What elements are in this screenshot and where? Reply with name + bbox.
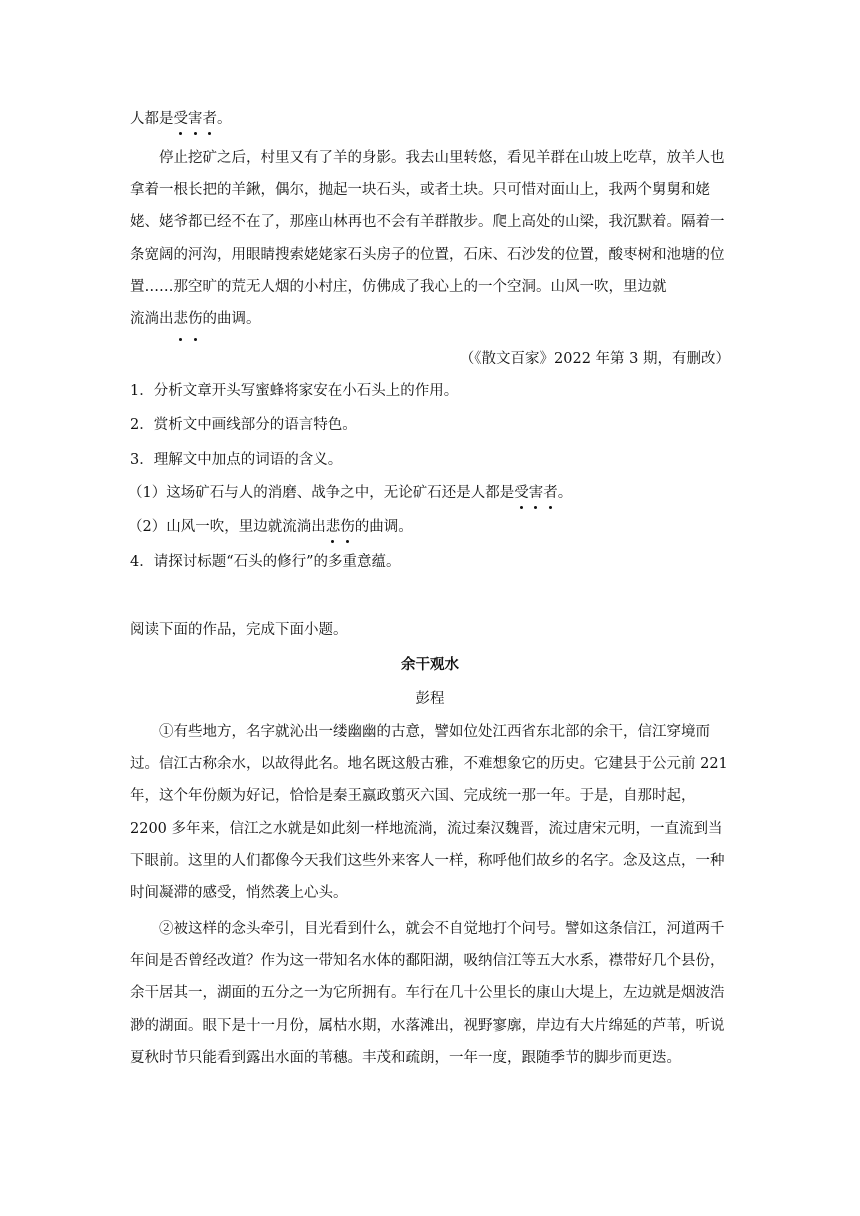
dotted-char: 害 [528, 485, 544, 501]
text-span: 的曲调。 [202, 311, 261, 328]
dotted-char: 悲 [174, 303, 189, 335]
question-2: 2．赏析文中画线部分的语言特色。 [130, 417, 357, 433]
text-span: 。 [217, 111, 232, 127]
paragraph-text: ②被这样的念头牵引，目光看到什么，就会不自觉地打个问号。譬如这条信江，河道两千年间是否曾经改道？作为这一带知名水体的鄱阳湖，吸纳信江等五大水系，襟带好几个县份，余干居其一，湖面的五分之一为它所拥有。车行在几十公里长的康山大堤上，左边就是烟波浩渺的湖面。眼下是十一月份，属枯水期，水落滩出，视野寥廓，岸边有大片绵延的芦苇，听说夏秋时节只能看到露出水面的苇穗。丰茂和疏朗，一年一度，跟随季节的脚步而更迭。 [130, 921, 725, 1066]
dotted-char: 者 [202, 111, 217, 127]
text-span: 流淌出 [130, 311, 174, 328]
paragraph-text: 停止挖矿之后，村里又有了羊的身影。我去山里转悠，看见羊群在山坡上吃草，放羊人也拿着一根长把的羊鍬，偶尔，抛起一块石头，或者土块。只可惜对面山上，我两个舅舅和姥姥、姥爷都已经不在了，那座山林再也不会有羊群散步。爬上高处的山梁，我沉默着。隔着一条宽阔的河沟，用眼睛搜索姥姥家石头房子的位置，石床、石沙发的位置，酸枣树和池塘的位置……那空旷的荒无人烟的小村庄，仿佛成了我心上的一个空洞。山风一吹，里边就 [130, 150, 725, 295]
dotted-char: 伤 [340, 519, 355, 535]
dotted-char: 害 [188, 111, 203, 127]
reading-instruction: 阅读下面的作品，完成下面小题。 [130, 622, 348, 638]
dotted-char: 受 [514, 485, 529, 501]
question-4: 4．请探讨标题“石头的修行”的多重意蕴。 [130, 554, 401, 570]
passage-paragraph [130, 142, 730, 335]
question-3-2 [128, 517, 413, 537]
question-1: 1．分析文章开头写蜜蜂将家安在小石头上的作用。 [130, 383, 459, 399]
article-title: 余干观水 [401, 656, 459, 673]
paragraph-text: ①有些地方，名字就沁出一缕幽幽的古意，譬如位处江西省东北部的余干，信江穿境而过。信江古称余水，以故得此名。地名既这般古雅，不难想象它的历史。它建县于公元前 221 年，这个年份颇为好记，恰恰是秦王嬴政翦灭六国、完成统一那一年。于是，自那时起，2200 多年来，信江之水就是如此刻一样地流淌，流过秦汉魏晋，流过唐宋元明，一直流到当下眼前。这里的人们都像今天我们这些外来客人一样，称呼他们故乡的名字。念及这点，一种时间凝滞的感受，悄然袭上心头。 [130, 724, 728, 902]
text-span: 人都是 [130, 111, 174, 127]
question-3: 3．理解文中加点的词语的含义。 [130, 452, 343, 468]
text-span: （1）这场矿石与人的消磨、战争之中，无论矿石还是人都是 [128, 485, 515, 501]
article-author: 彭程 [415, 691, 445, 707]
text-span: 的曲调。 [354, 519, 413, 535]
dotted-char: 伤 [188, 303, 203, 335]
source-citation: （《散文百家》2022 年第 3 期，有删改） [459, 351, 730, 367]
dotted-char: 者 [543, 485, 558, 501]
carry-over-line [130, 109, 232, 129]
dotted-char: 受 [173, 111, 188, 127]
article-paragraph-1 [130, 716, 730, 909]
article-paragraph-2 [130, 913, 730, 1074]
dotted-char: 悲 [325, 519, 341, 535]
text-span: 。 [557, 485, 573, 501]
text-span: （2）山风一吹，里边就流淌出 [128, 519, 326, 535]
question-3-1 [128, 483, 572, 503]
